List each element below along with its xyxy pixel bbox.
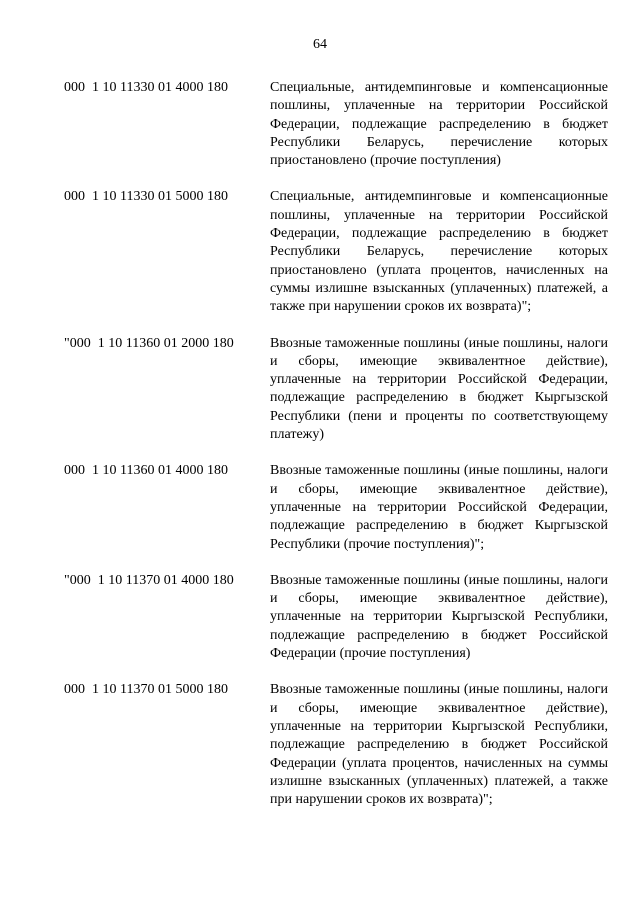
table-row bbox=[64, 79, 608, 170]
code-description: Ввозные таможенные пошлины (иные пошлины, налоги и сборы, имеющие эквивалентное действие), уплаченные на территории Российской Федерации, подлежащие распределению в бюджет Кыргызской Республики (прочие поступления)"; bbox=[270, 463, 608, 552]
budget-classification-code: "000 1 10 11370 01 4000 180 bbox=[64, 572, 234, 588]
budget-code-table bbox=[64, 79, 608, 827]
budget-classification-code: 000 1 10 11330 01 5000 180 bbox=[64, 189, 228, 205]
table-row bbox=[64, 335, 608, 445]
budget-classification-code: 000 1 10 11370 01 5000 180 bbox=[64, 682, 228, 698]
table-row bbox=[64, 572, 608, 663]
budget-classification-code: 000 1 10 11360 01 4000 180 bbox=[64, 463, 228, 479]
table-row bbox=[64, 681, 608, 809]
budget-classification-code: "000 1 10 11360 01 2000 180 bbox=[64, 335, 234, 351]
code-description: Ввозные таможенные пошлины (иные пошлины, налоги и сборы, имеющие эквивалентное действие), уплаченные на территории Кыргызской Республики, подлежащие распределению в бюджет Российской Федерации (уплата процентов, начисленных на суммы излишне взысканных (уплаченных) платежей, а также при нарушении сроков их возврата)"; bbox=[270, 682, 608, 808]
code-description: Специальные, антидемпинговые и компенсационные пошлины, уплаченные на территории Российской Федерации, подлежащие распределению в бюджет Республики Беларусь, перечисление которых приостановлено (прочие поступления) bbox=[270, 80, 608, 169]
page-number: 64 bbox=[313, 37, 327, 52]
budget-classification-code: 000 1 10 11330 01 4000 180 bbox=[64, 80, 228, 95]
code-description: Специальные, антидемпинговые и компенсационные пошлины, уплаченные на территории Российской Федерации, подлежащие распределению в бюджет Республики Беларусь, перечисление которых приостановлено (уплата процентов, начисленных на суммы излишне взысканных (уплаченных) платежей, а также при нарушении сроков их возврата)"; bbox=[270, 189, 608, 315]
table-row bbox=[64, 188, 608, 316]
code-description: Ввозные таможенные пошлины (иные пошлины, налоги и сборы, имеющие эквивалентное действие), уплаченные на территории Кыргызской Республики, подлежащие распределению в бюджет Российской Федерации (прочие поступления) bbox=[270, 572, 608, 662]
table-row bbox=[64, 462, 608, 553]
code-description: Ввозные таможенные пошлины (иные пошлины, налоги и сборы, имеющие эквивалентное действие), уплаченные на территории Российской Федерации, подлежащие распределению в бюджет Кыргызской Республики (пени и проценты по соответствующему платежу) bbox=[270, 335, 608, 443]
